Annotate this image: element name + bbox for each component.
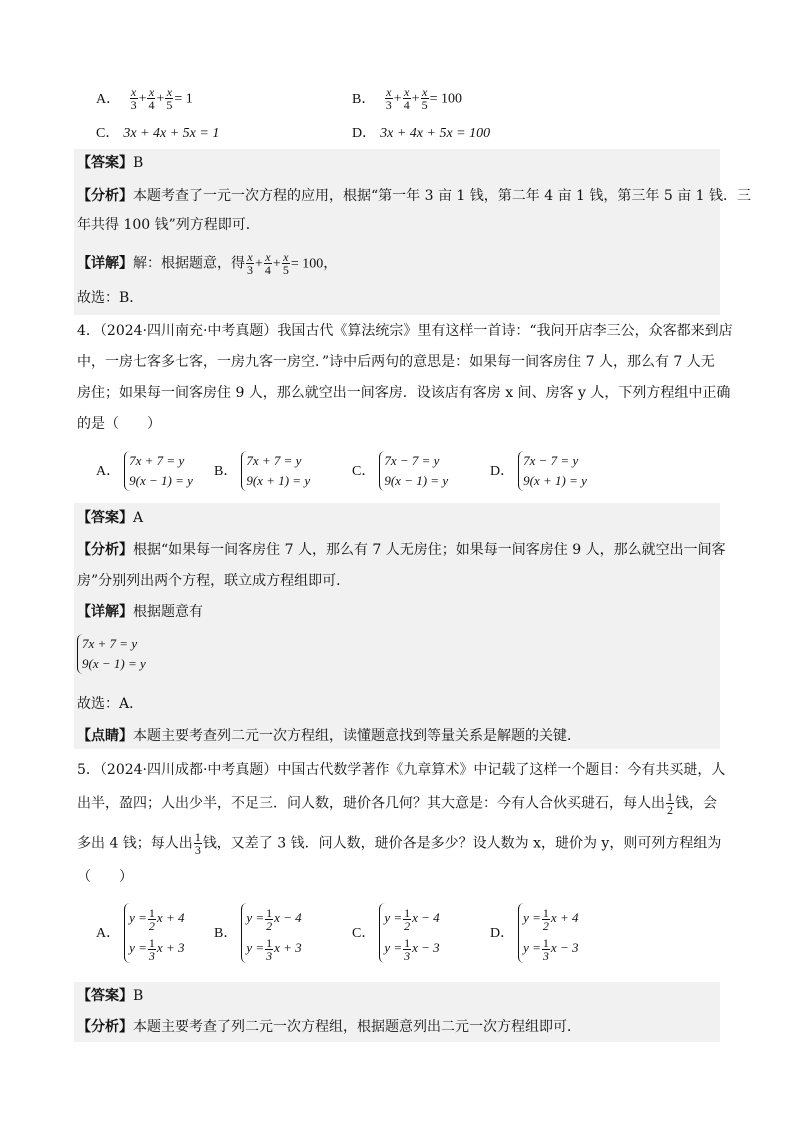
denominator: 3	[194, 843, 201, 857]
numerator: x	[166, 85, 173, 99]
eq-lhs: y =	[246, 910, 265, 925]
stem-text: 出半，盈四；人出少半，不足三．问人数，琎价各几何？其大意是：今有人合伙买琎石，每人出	[77, 795, 665, 812]
q5-stem-line1: 5．（2024·四川成都·中考真题）中国古代数学著作《九章算术》中记载了这样一个题目：今有共买琎，人	[77, 762, 726, 778]
stem-text: 钱，又差了 3 钱．问人数，琎价各是多少？设人数为 x，琎价为 y，则可列方程组为	[202, 835, 722, 852]
fraction	[148, 907, 156, 932]
q3-answer	[77, 152, 143, 174]
equation-system	[77, 634, 146, 674]
fraction	[165, 86, 173, 111]
q4-conclusion: 故选：A．	[77, 696, 144, 712]
numerator: x	[130, 85, 137, 99]
numerator: 1	[194, 830, 201, 844]
answer-label: 【答案】	[77, 155, 133, 171]
equation	[129, 903, 184, 933]
denominator: 3	[148, 948, 155, 963]
denominator: 2	[266, 918, 273, 933]
q3-option-c	[96, 122, 219, 145]
denominator: 5	[166, 98, 173, 112]
eq-lhs: y =	[246, 940, 265, 955]
analysis-text: 本题考查了一元一次方程的应用，根据“第一年 3 亩 1 钱，第二年 4 亩 1 钱，第三年 5 亩 1 钱．三	[133, 188, 752, 204]
option-label: D．	[490, 464, 515, 479]
stem-text: 钱，会	[675, 795, 717, 812]
fraction	[147, 86, 155, 111]
q5-option-b	[214, 903, 302, 963]
q5-option-c	[352, 903, 440, 963]
numerator: 1	[266, 935, 273, 950]
q5-analysis	[77, 1016, 581, 1038]
q4-option-a	[96, 451, 193, 491]
q4-stem-line1: 4．（2024·四川南充·中考真题）我国古代《算法统宗》里有这样一首诗：“我问开店李三公，众客都来到店	[77, 323, 733, 339]
comment-text: 本题主要考查列二元一次方程组，读懂题意找到等量关系是解题的关键．	[133, 728, 581, 744]
denominator: 3	[130, 98, 137, 112]
equation: 9(x − 1) = y	[384, 473, 449, 488]
q3-option-a: A． $\frac{x}{3}$ + $\frac{x}{4}$ + $\frac{x}{5}$ = 1	[96, 85, 193, 112]
q5-option-d	[490, 903, 578, 963]
q4-detail	[77, 601, 203, 623]
fraction	[403, 907, 411, 932]
q4-comment	[77, 725, 581, 747]
detail-label: 【详解】	[77, 604, 133, 620]
answer-value: B	[133, 988, 144, 1004]
equation	[246, 903, 301, 933]
detail-text: 根据题意有	[133, 604, 203, 620]
numerator: x	[265, 250, 271, 264]
q3-option-c-label: C．	[96, 126, 120, 141]
option-label: B．	[214, 926, 238, 941]
analysis-text: 本题主要考查了列二元一次方程组，根据题意列出二元一次方程组即可．	[133, 1019, 581, 1035]
eq-rhs: x − 3	[550, 940, 579, 955]
analysis-label: 【分析】	[77, 1019, 133, 1035]
fraction	[265, 907, 273, 932]
equation-system	[518, 451, 587, 491]
q3-analysis-line1	[77, 185, 751, 207]
eq-lhs: y =	[384, 910, 403, 925]
equation: 7x − 7 = y	[384, 453, 440, 468]
eq-lhs: y =	[523, 910, 541, 925]
analysis-label: 【分析】	[77, 542, 133, 558]
fraction	[542, 907, 550, 932]
equation-system	[241, 451, 310, 491]
denominator: 2	[542, 918, 549, 933]
equation: 9(x + 1) = y	[523, 473, 587, 488]
q4-stem-line3: 房住；如果每一间客房住 9 人，那么就空出一间客房．设该店有客房 x 间、房客 y 人，下列方程组中正确	[77, 385, 731, 401]
equation: 9(x + 1) = y	[246, 473, 311, 488]
equation	[384, 933, 439, 963]
numerator: 1	[404, 905, 411, 920]
answer-label: 【答案】	[77, 510, 133, 526]
eq-lhs: y =	[384, 940, 403, 955]
equation	[523, 903, 578, 933]
q3-option-d-label: D．	[352, 126, 377, 141]
q4-option-c	[352, 451, 448, 491]
equation	[129, 933, 184, 963]
fraction	[194, 831, 202, 856]
option-label: C．	[352, 464, 376, 479]
denominator: 3	[266, 948, 273, 963]
denominator: 4	[264, 263, 271, 277]
q3-conclusion: 故选：B．	[77, 290, 144, 306]
fraction	[246, 251, 254, 276]
fraction	[385, 86, 393, 111]
fraction	[148, 937, 156, 962]
denominator: 3	[542, 948, 549, 963]
answer-value: B	[133, 155, 144, 171]
q5-stem-line2	[77, 791, 717, 816]
equation: 9(x − 1) = y	[129, 473, 193, 488]
equation	[384, 903, 439, 933]
stem-text: 多出 4 钱；每人出	[77, 835, 193, 852]
q4-analysis-line2: 房”分别列出两个方程，联立成方程组即可．	[77, 573, 351, 589]
q4-option-b	[214, 451, 310, 491]
fraction	[264, 251, 272, 276]
eq-rhs: x + 3	[274, 940, 302, 955]
q3-option-d	[352, 122, 490, 145]
q4-stem-line4: 的是（ ）	[77, 416, 161, 432]
numerator: 1	[404, 935, 411, 950]
q3-option-a-label: A．	[96, 91, 121, 107]
equation-system	[379, 903, 439, 963]
q5-stem-line3	[77, 831, 721, 856]
detail-tail: = 100，	[290, 256, 338, 272]
denominator: 4	[148, 98, 155, 112]
eq-rhs: x − 4	[274, 910, 302, 925]
equation	[523, 933, 578, 963]
q4-analysis-line1	[77, 539, 726, 561]
eq-rhs: x + 4	[156, 910, 185, 925]
q3-detail: 【详解】解：根据题意，得 $\frac{x}{3}$ + $\frac{x}{4}$ + $\frac{x}{5}$ = 100，	[77, 250, 338, 277]
analysis-label: 【分析】	[77, 188, 133, 204]
numerator: 1	[148, 935, 155, 950]
fraction	[666, 791, 674, 816]
denominator: 3	[247, 263, 253, 277]
numerator: x	[247, 250, 253, 264]
eq-rhs: x + 3	[156, 940, 185, 955]
numerator: x	[148, 85, 155, 99]
equation-system	[241, 903, 301, 963]
q4-detail-system	[77, 634, 146, 674]
fraction	[403, 937, 411, 962]
fraction	[282, 251, 290, 276]
q5-stem-line4: （ ）	[77, 869, 133, 885]
q4-answer	[77, 507, 143, 529]
eq-lhs: y =	[129, 940, 147, 955]
detail-label: 【详解】	[77, 255, 133, 272]
option-label: A．	[96, 464, 121, 479]
option-label: C．	[352, 926, 376, 941]
numerator: 1	[667, 790, 673, 804]
equation-system	[379, 451, 448, 491]
equation	[246, 933, 301, 963]
eq-lhs: y =	[129, 910, 147, 925]
q3-option-b-label: B．	[352, 91, 376, 107]
detail-text: 解：根据题意，得	[133, 255, 245, 272]
fraction	[265, 937, 273, 962]
q5-answer	[77, 985, 143, 1007]
equation: 7x + 7 = y	[129, 453, 185, 468]
numerator: x	[421, 85, 428, 99]
q4-option-d	[490, 451, 587, 491]
eq-rhs: x − 4	[412, 910, 440, 925]
denominator: 3	[385, 98, 392, 112]
answer-label: 【答案】	[77, 988, 133, 1004]
fraction	[403, 86, 411, 111]
numerator: 1	[542, 905, 549, 920]
equation-system	[124, 451, 193, 491]
equation-tail: = 100	[429, 91, 463, 107]
denominator: 2	[148, 918, 155, 933]
equation: 7x + 7 = y	[246, 453, 302, 468]
equation-tail: = 1	[174, 91, 193, 107]
denominator: 2	[404, 918, 411, 933]
equation: 7x − 7 = y	[523, 453, 579, 468]
q5-option-a	[96, 903, 184, 963]
equation: 7x + 7 = y	[82, 636, 138, 651]
denominator: 5	[421, 98, 428, 112]
eq-rhs: x − 3	[412, 940, 440, 955]
eq-lhs: y =	[523, 940, 541, 955]
denominator: 5	[282, 263, 289, 277]
eq-rhs: x + 4	[550, 910, 579, 925]
answer-value: A	[133, 510, 144, 526]
numerator: x	[283, 250, 289, 264]
denominator: 3	[404, 948, 411, 963]
option-label: D．	[490, 926, 515, 941]
option-label: B．	[214, 464, 238, 479]
fraction	[421, 86, 429, 111]
fraction	[542, 937, 550, 962]
denominator: 4	[403, 98, 410, 112]
q3-option-c-equation: 3x + 4x + 5x = 1	[123, 126, 220, 141]
denominator: 2	[667, 803, 673, 817]
q3-option-d-equation: 3x + 4x + 5x = 100	[380, 126, 491, 141]
numerator: 1	[148, 905, 155, 920]
analysis-text: 根据“如果每一间客房住 7 人，那么有 7 人无房住；如果每一间客房住 9 人，那么就空出一间客	[133, 542, 726, 558]
equation-system	[518, 903, 578, 963]
numerator: x	[404, 85, 410, 99]
fraction	[130, 86, 138, 111]
equation: 9(x − 1) = y	[82, 656, 146, 671]
q4-stem-line2: 中，一房七客多七客，一房九客一房空．”诗中后两句的意思是：如果每一间客房住 7 人，那么有 7 人无	[77, 354, 715, 370]
numerator: 1	[542, 935, 549, 950]
numerator: x	[386, 85, 392, 99]
comment-label: 【点睛】	[77, 728, 133, 744]
numerator: 1	[266, 905, 273, 920]
q3-analysis-line2: 年共得 100 钱”列方程即可．	[77, 217, 260, 233]
equation-system	[124, 903, 184, 963]
option-label: A．	[96, 926, 121, 941]
q3-option-b: B． $\frac{x}{3}$ + $\frac{x}{4}$ + $\frac{x}{5}$ = 100	[352, 85, 463, 112]
